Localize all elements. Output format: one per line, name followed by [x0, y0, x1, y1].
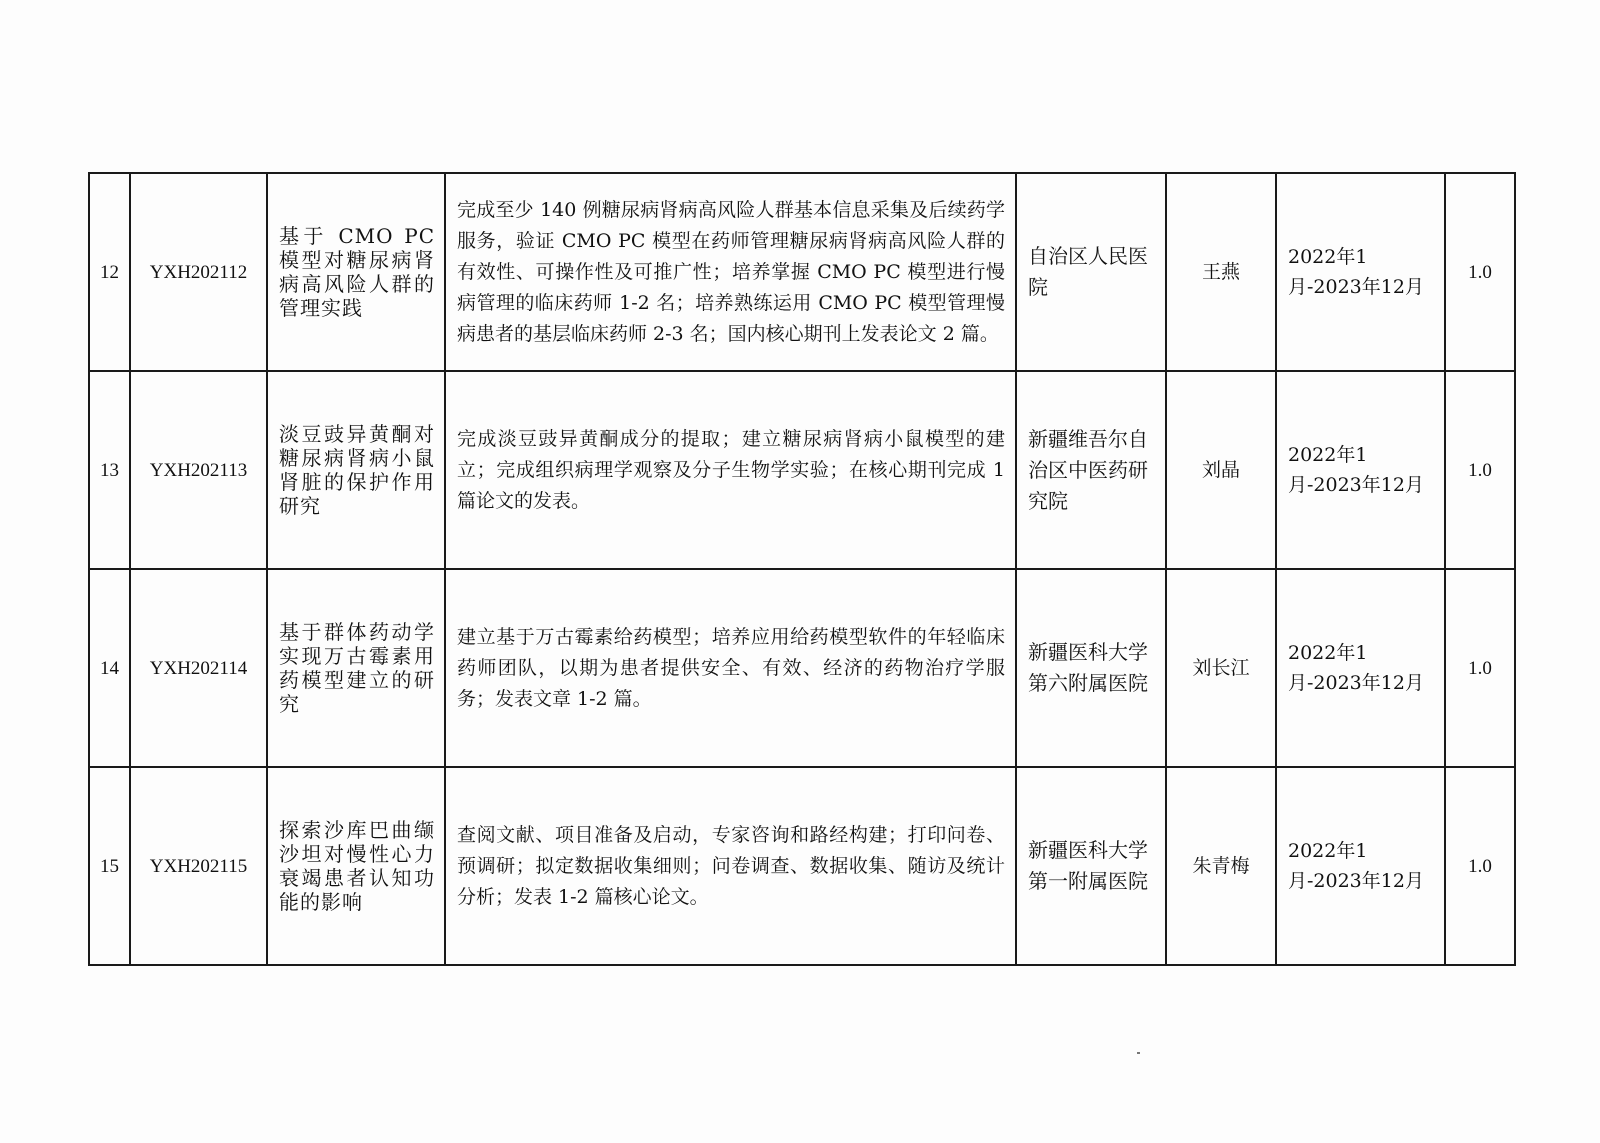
project-code: YXH202113	[130, 371, 267, 569]
period-cell	[1276, 569, 1445, 767]
project-name-cell	[267, 569, 445, 767]
funding-amount: 1.0	[1445, 371, 1515, 569]
scan-speck	[1137, 1052, 1140, 1054]
project-period: 2022年1月-2023年12月	[1288, 642, 1424, 694]
project-name: 基于 CMO PC 模型对糖尿病肾病高风险人群的管理实践	[279, 224, 435, 320]
institution: 新疆医科大学第六附属医院	[1028, 640, 1148, 695]
project-goal: 完成至少 140 例糖尿病肾病高风险人群基本信息采集及后续药学服务，验证 CMO PC 模型在药师管理糖尿病肾病高风险人群的有效性、可操作性及可推广性；培养掌握 CMO PC 模型进行慢病管理的临床药师 1-2 名；培养熟练运用 CMO PC 模型管理慢病患者的基层临床药师 2-3 名；国内核心期刊上发表论文 2 篇。	[457, 198, 1005, 345]
funding-amount: 1.0	[1445, 569, 1515, 767]
institution: 新疆维吾尔自治区中医药研究院	[1028, 426, 1148, 513]
project-period: 2022年1月-2023年12月	[1288, 246, 1424, 298]
institution: 新疆医科大学第一附属医院	[1028, 838, 1148, 893]
project-goal-cell	[445, 173, 1016, 371]
project-leader: 刘晶	[1166, 371, 1276, 569]
institution-cell	[1016, 767, 1166, 965]
project-name-cell	[267, 767, 445, 965]
project-code: YXH202114	[130, 569, 267, 767]
project-period: 2022年1月-2023年12月	[1288, 444, 1424, 496]
table-row	[89, 767, 1515, 965]
project-name-cell	[267, 371, 445, 569]
project-goal-cell	[445, 767, 1016, 965]
period-cell	[1276, 371, 1445, 569]
institution: 自治区人民医院	[1028, 244, 1148, 299]
project-name-cell	[267, 173, 445, 371]
institution-cell	[1016, 371, 1166, 569]
project-name: 探索沙库巴曲缬沙坦对慢性心力衰竭患者认知功能的影响	[279, 818, 435, 914]
project-goal-cell	[445, 569, 1016, 767]
project-goal-cell	[445, 371, 1016, 569]
period-cell	[1276, 767, 1445, 965]
institution-cell	[1016, 569, 1166, 767]
institution-cell	[1016, 173, 1166, 371]
row-number: 12	[89, 173, 130, 371]
project-leader: 王燕	[1166, 173, 1276, 371]
project-leader: 刘长江	[1166, 569, 1276, 767]
table-row	[89, 569, 1515, 767]
table-row	[89, 371, 1515, 569]
project-table	[88, 172, 1516, 966]
row-number: 14	[89, 569, 130, 767]
project-goal: 完成淡豆豉异黄酮成分的提取；建立糖尿病肾病小鼠模型的建立；完成组织病理学观察及分子生物学实验；在核心期刊完成 1 篇论文的发表。	[457, 427, 1005, 512]
row-number: 13	[89, 371, 130, 569]
project-name: 淡豆豉异黄酮对糖尿病肾病小鼠肾脏的保护作用研究	[279, 422, 435, 518]
project-name: 基于群体药动学实现万古霉素用药模型建立的研究	[279, 620, 435, 716]
project-leader: 朱青梅	[1166, 767, 1276, 965]
project-code: YXH202115	[130, 767, 267, 965]
project-goal: 查阅文献、项目准备及启动，专家咨询和路经构建；打印问卷、预调研；拟定数据收集细则；问卷调查、数据收集、随访及统计分析；发表 1-2 篇核心论文。	[457, 823, 1005, 908]
project-goal: 建立基于万古霉素给药模型；培养应用给药模型软件的年轻临床药师团队，以期为患者提供安全、有效、经济的药物治疗学服务；发表文章 1-2 篇。	[457, 625, 1005, 710]
project-period: 2022年1月-2023年12月	[1288, 840, 1424, 892]
table-row	[89, 173, 1515, 371]
funding-amount: 1.0	[1445, 767, 1515, 965]
funding-amount: 1.0	[1445, 173, 1515, 371]
period-cell	[1276, 173, 1445, 371]
row-number: 15	[89, 767, 130, 965]
project-code: YXH202112	[130, 173, 267, 371]
